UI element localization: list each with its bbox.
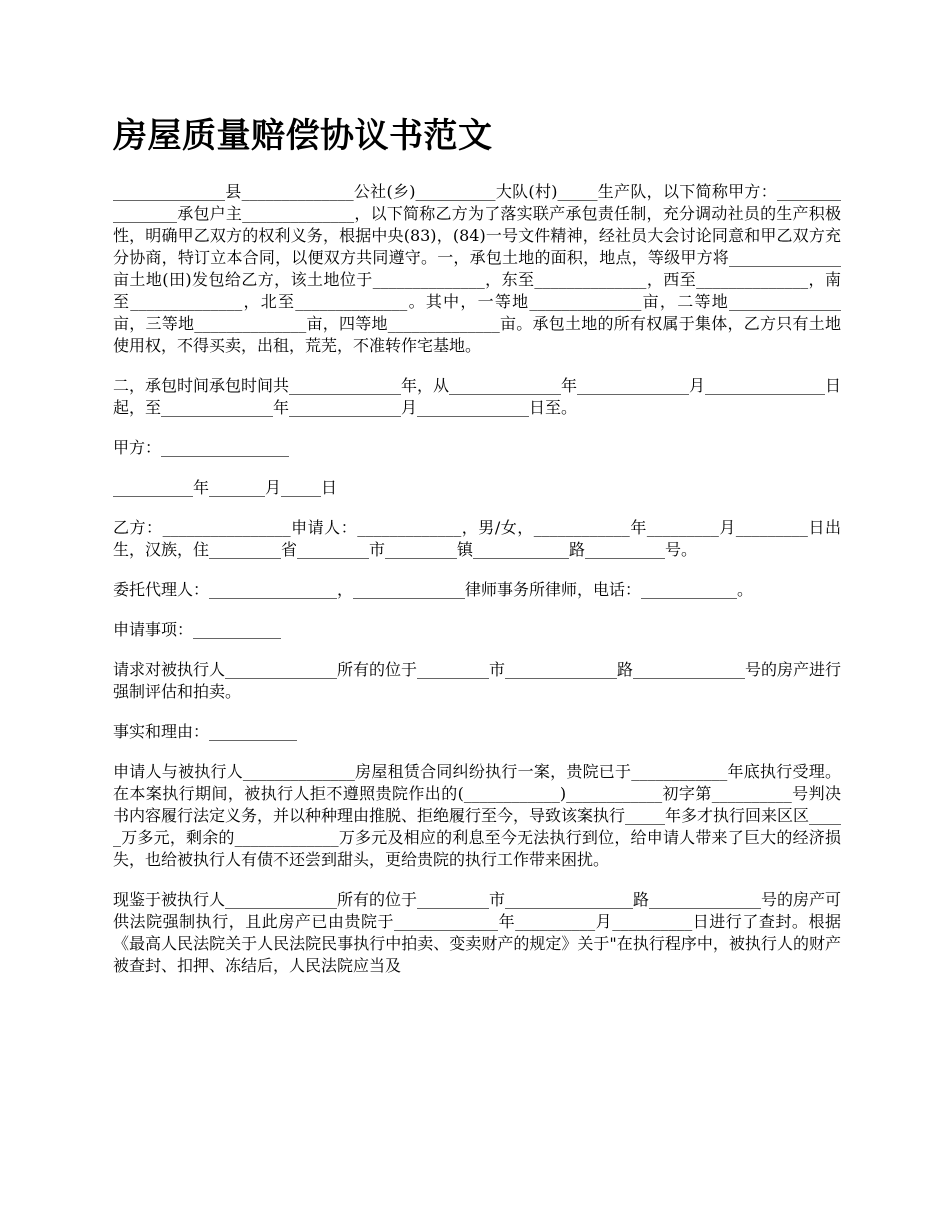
paragraph-request-heading: 申请事项：___________ (113, 620, 282, 639)
paragraph-party-b-applicant: 乙方：________________申请人：_____________，男/女，____________年_________月_________日出生，汉族，住_________省_________市_________镇____________路__________号。 (113, 518, 841, 559)
document-body (113, 112, 841, 995)
paragraph-signing-date: __________年_______月_____日 (113, 478, 338, 497)
paragraph-contract-period: 二，承包时间承包时间共______________年，从______________年______________月_______________日起，至______________年______________月______________日至。 (113, 376, 842, 417)
paragraph-facts: 申请人与被执行人______________房屋租赁合同纠纷执行一案，贵院已于____________年底执行受理。在本案执行期间，被执行人拒不遵照贵院作出的(____________)____________初字第__________号判决书内容履行法定义务，并以种种理由推脱、拒绝履行至今，导致该案执行_____年多才执行回来区区_____万多元，剩余的_____________万多元及相应的利息至今无法执行到位，给申请人带来了巨大的经济损失，也给被执行人有债不还尝到甜头，更给贵院的执行工作带来困扰。 (113, 762, 842, 869)
paragraph-legal-basis: 现鉴于被执行人______________所有的位于_________市________________路______________号的房产可供法院强制执行，且此房产已由贵院于_____________年__________月__________日进行了查封。根据《最高人民法院关于人民法院民事执行中拍卖、变卖财产的规定》关于"在执行程序中，被执行人的财产被查封、扣押、冻结后，人民法院应当及 (113, 890, 842, 975)
document-title: 房屋质量赔偿协议书范文 (113, 116, 493, 156)
paragraph-request: 请求对被执行人______________所有的位于_________市______________路______________号的房产进行强制评估和拍卖。 (113, 660, 842, 701)
paragraph-facts-heading: 事实和理由：___________ (113, 722, 298, 741)
paragraph-contract-terms: ______________县______________公社(乡)__________大队(村)_____生产队，以下简称甲方：________________承包户主______________，以下简称乙方为了落实联产承包责任制，充分调动社员的生产积极性，明确甲乙双方的权利义务，根据中央(83)，(84)一号文件精神，经社员大会讨论同意和甲乙双方充分协商，特订立本合同，以便双方共同遵守。一，承包土地的面积，地点，等级甲方将______________亩土地(田)发包给乙方，该土地位于______________，东至______________，西至______________，南至______________，北至______________。其中，一等地______________亩，二等地______________亩，三等地______________亩，四等地______________亩。承包土地的所有权属于集体，乙方只有土地使用权，不得买卖，出租，荒芜，不准转作宅基地。 (113, 182, 841, 355)
paragraph-agent: 委托代理人：________________，______________律师事务所律师，电话：____________。 (113, 580, 754, 599)
paragraph-party-a: 甲方：________________ (113, 438, 290, 457)
